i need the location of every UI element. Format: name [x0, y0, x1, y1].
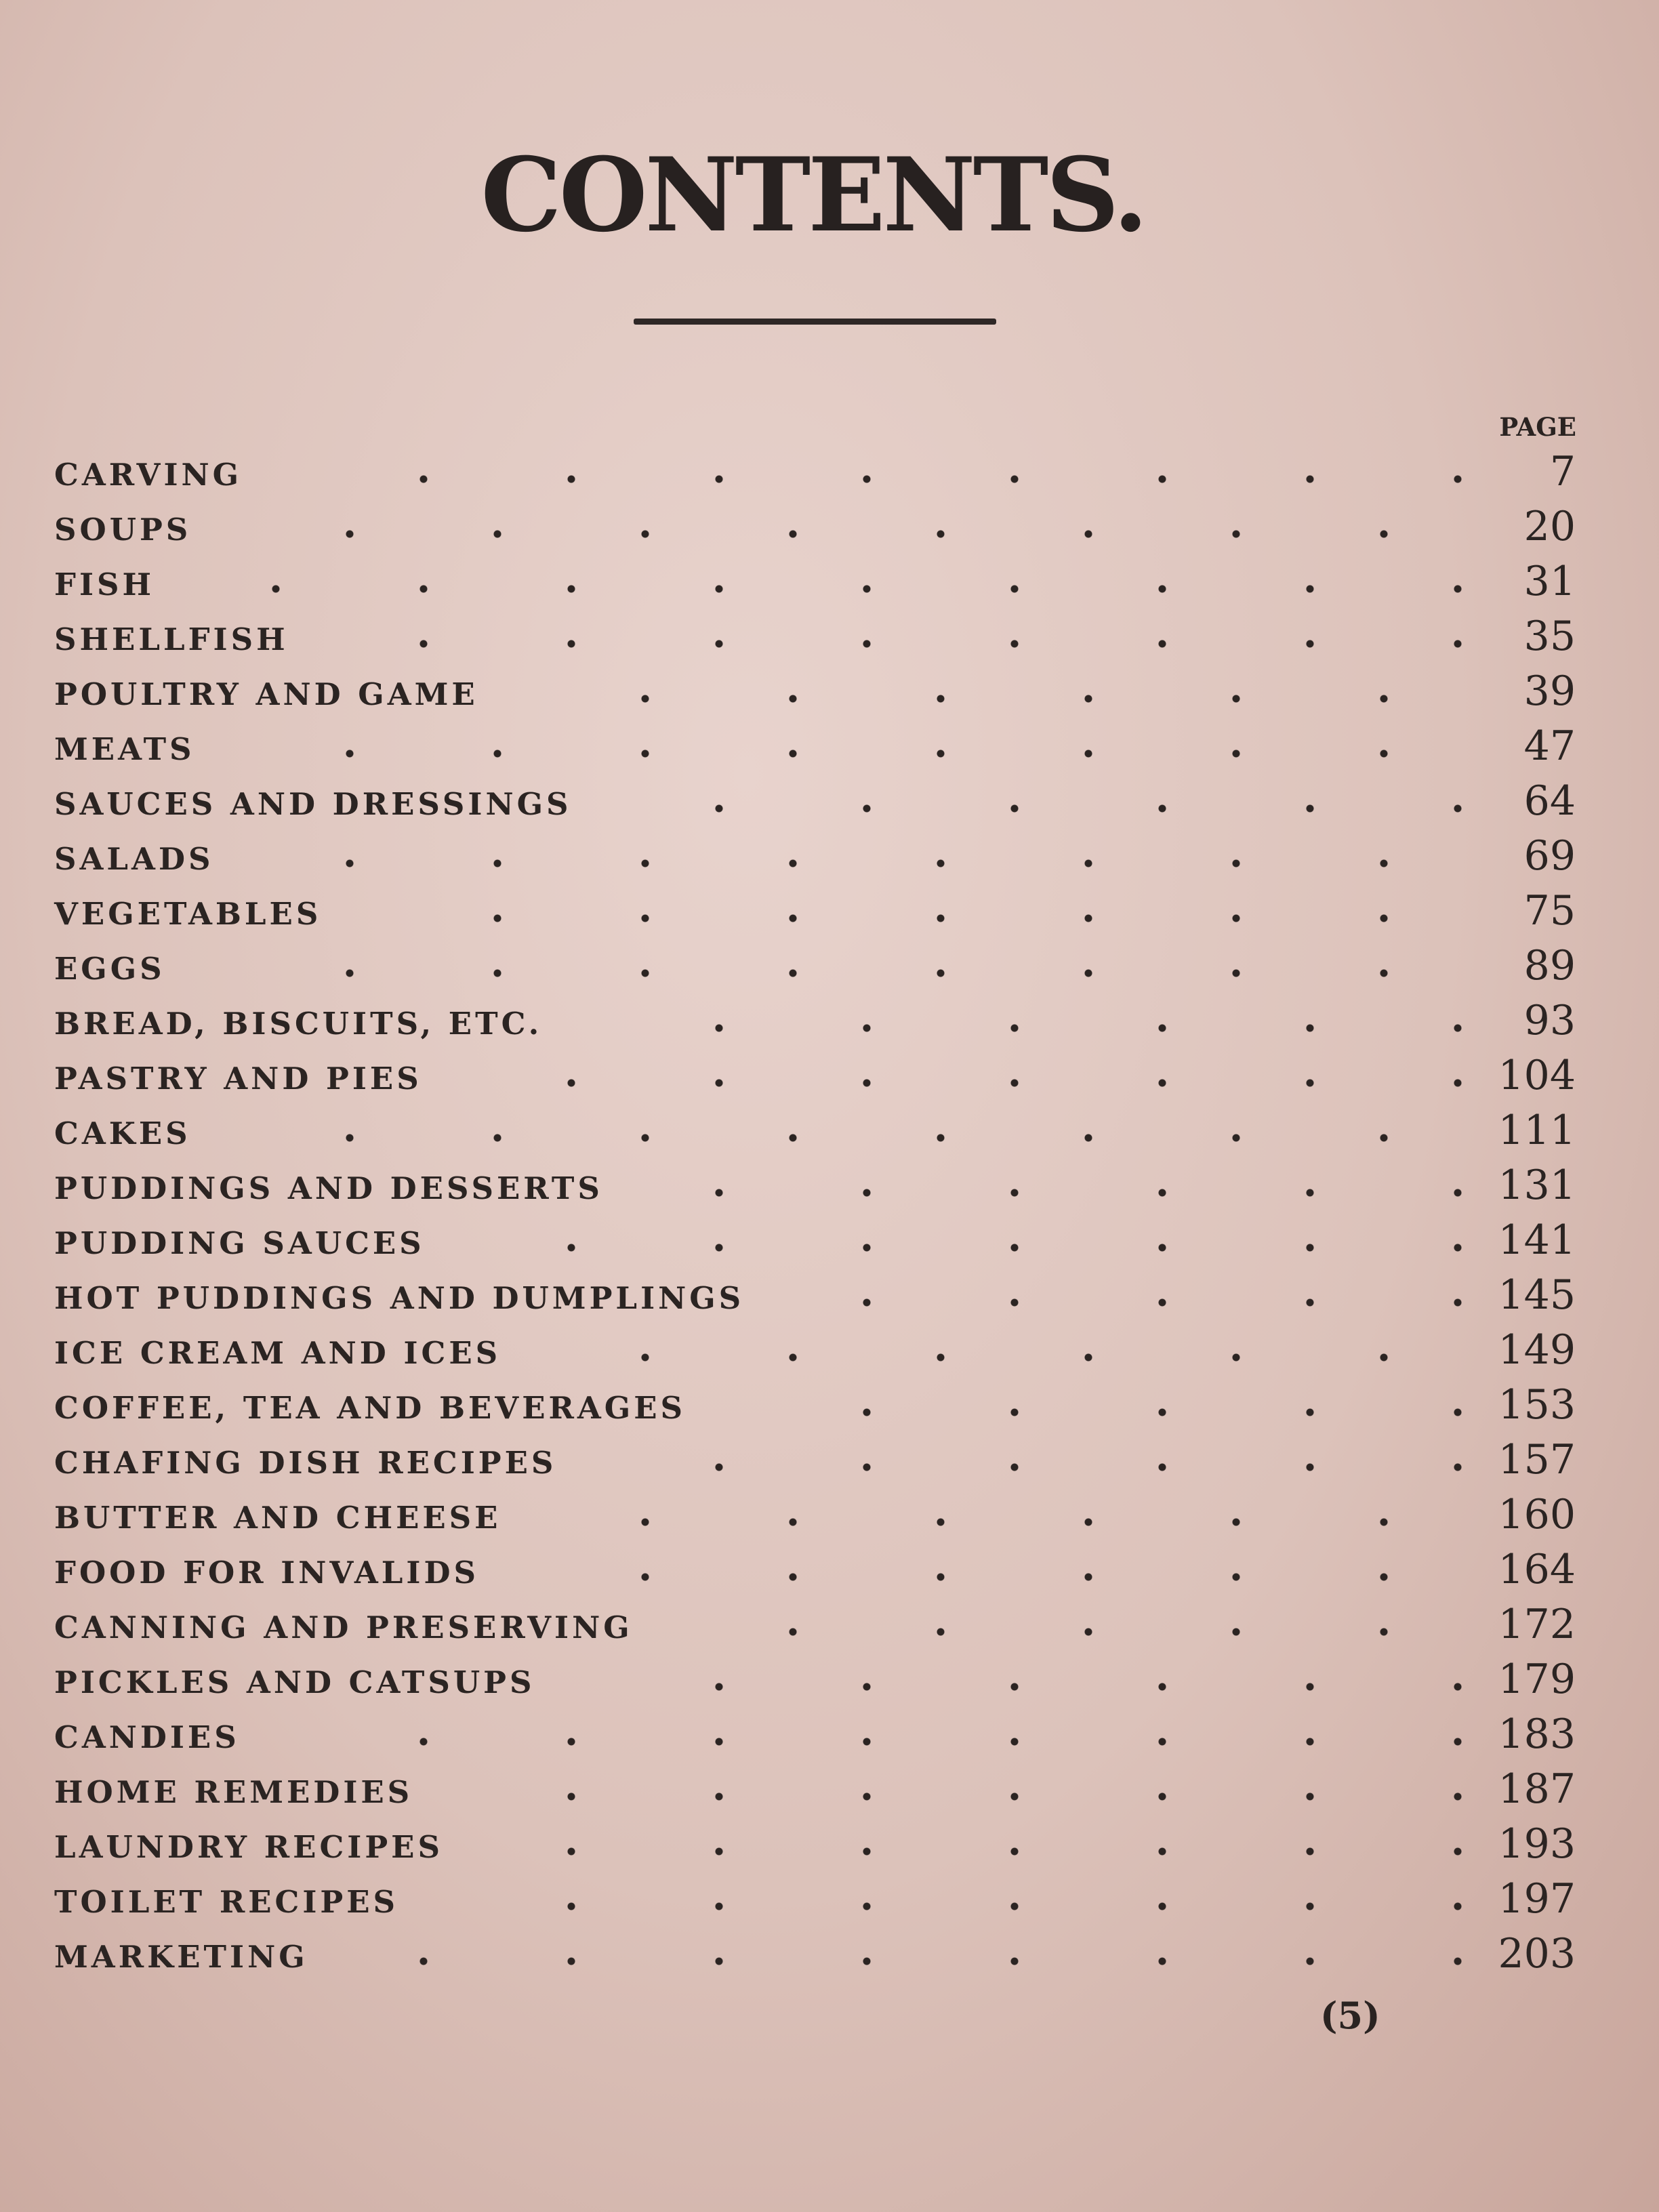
entry-label: HOME REMEDIES	[54, 1774, 413, 1810]
dot-leader	[497, 1244, 1494, 1252]
dot-leader	[350, 475, 1494, 483]
contents-entry	[54, 722, 1576, 777]
page-title: CONTENTS.	[480, 136, 1146, 255]
contents-entry	[54, 1600, 1576, 1655]
entry-page-number: 157	[1498, 1436, 1576, 1483]
dot-leader	[571, 1518, 1494, 1526]
entry-page-number: 131	[1498, 1162, 1576, 1209]
entry-label: SHELLFISH	[54, 621, 289, 657]
dot-leader	[497, 1079, 1494, 1087]
entry-page-number: 39	[1523, 668, 1576, 715]
contents-list	[54, 447, 1576, 1984]
contents-entry	[54, 1820, 1576, 1875]
dot-leader	[276, 859, 1494, 867]
dot-leader	[424, 914, 1494, 922]
dot-leader	[276, 530, 1494, 538]
contents-entry	[54, 1271, 1576, 1326]
entry-label: CARVING	[54, 457, 243, 493]
page-column-header: PAGE	[1499, 412, 1576, 442]
dot-leader	[497, 1793, 1494, 1801]
entry-label: PUDDINGS AND DESSERTS	[54, 1170, 603, 1206]
entry-label: FOOD FOR INVALIDS	[54, 1555, 479, 1591]
contents-entry	[54, 1216, 1576, 1271]
entry-page-number: 20	[1523, 503, 1576, 550]
entry-page-number: 172	[1498, 1601, 1576, 1648]
dot-leader	[350, 1738, 1494, 1746]
entry-page-number: 203	[1498, 1930, 1576, 1978]
entry-label: CAKES	[54, 1115, 191, 1151]
contents-entry	[54, 996, 1576, 1051]
contents-entry	[54, 1765, 1576, 1820]
entry-page-number: 7	[1549, 448, 1576, 495]
dot-leader	[571, 695, 1494, 703]
dot-leader	[202, 585, 1494, 593]
dot-leader	[719, 1628, 1494, 1636]
dot-leader	[793, 1298, 1494, 1307]
entry-label: CHAFING DISH RECIPES	[54, 1445, 557, 1481]
dot-leader	[350, 640, 1494, 648]
dot-leader	[645, 1463, 1494, 1471]
contents-entry	[54, 1106, 1576, 1161]
contents-entry	[54, 1710, 1576, 1765]
entry-label: EGGS	[54, 951, 165, 987]
entry-label: POULTRY AND GAME	[54, 676, 478, 712]
contents-entry	[54, 447, 1576, 502]
contents-entry	[54, 941, 1576, 996]
dot-leader	[497, 1902, 1494, 1910]
entry-label: LAUNDRY RECIPES	[54, 1829, 443, 1865]
entry-label: PICKLES AND CATSUPS	[54, 1664, 535, 1700]
contents-entry	[54, 612, 1576, 667]
entry-page-number: 75	[1523, 887, 1576, 935]
dot-leader	[571, 1573, 1494, 1581]
contents-entry	[54, 1161, 1576, 1216]
dot-leader	[645, 1024, 1494, 1032]
entry-page-number: 187	[1498, 1765, 1576, 1813]
entry-label: ICE CREAM AND ICES	[54, 1335, 501, 1371]
entry-label: FISH	[54, 567, 155, 602]
entry-page-number: 149	[1498, 1326, 1576, 1374]
entry-label: CANDIES	[54, 1719, 240, 1755]
contents-entry	[54, 832, 1576, 886]
contents-entry	[54, 1051, 1576, 1106]
entry-page-number: 35	[1523, 613, 1576, 660]
entry-label: HOT PUDDINGS AND DUMPLINGS	[54, 1280, 745, 1316]
entry-page-number: 160	[1498, 1491, 1576, 1538]
entry-page-number: 89	[1523, 942, 1576, 989]
contents-entry	[54, 1326, 1576, 1380]
entry-label: CANNING AND PRESERVING	[54, 1610, 633, 1645]
entry-page-number: 197	[1498, 1875, 1576, 1923]
contents-entry	[54, 1490, 1576, 1545]
contents-entry	[54, 557, 1576, 612]
dot-leader	[497, 1847, 1494, 1856]
page-number: (5)	[1320, 1994, 1380, 2037]
dot-leader	[571, 1353, 1494, 1361]
dot-leader	[793, 1408, 1494, 1416]
entry-label: PUDDING SAUCES	[54, 1225, 425, 1261]
entry-page-number: 193	[1498, 1820, 1576, 1868]
entry-page-number: 179	[1498, 1656, 1576, 1703]
contents-entry	[54, 1545, 1576, 1600]
entry-page-number: 64	[1523, 777, 1576, 825]
entry-label: TOILET RECIPES	[54, 1884, 399, 1920]
contents-entry	[54, 886, 1576, 941]
contents-entry	[54, 667, 1576, 722]
contents-entry	[54, 1655, 1576, 1710]
entry-page-number: 104	[1498, 1052, 1576, 1099]
entry-label: SOUPS	[54, 512, 192, 548]
contents-entry	[54, 1435, 1576, 1490]
contents-entry	[54, 1380, 1576, 1435]
entry-label: SAUCES AND DRESSINGS	[54, 786, 572, 822]
entry-page-number: 153	[1498, 1381, 1576, 1429]
dot-leader	[276, 969, 1494, 977]
title-rule	[634, 319, 996, 325]
entry-label: PASTRY AND PIES	[54, 1061, 422, 1097]
contents-entry	[54, 777, 1576, 832]
entry-label: BREAD, BISCUITS, ETC.	[54, 1006, 543, 1042]
entry-page-number: 141	[1498, 1216, 1576, 1264]
entry-page-number: 93	[1523, 997, 1576, 1044]
entry-page-number: 31	[1523, 558, 1576, 605]
dot-leader	[350, 1957, 1494, 1965]
entry-page-number: 69	[1523, 832, 1576, 880]
entry-label: COFFEE, TEA AND BEVERAGES	[54, 1390, 687, 1426]
dot-leader	[276, 1134, 1494, 1142]
contents-entry	[54, 1929, 1576, 1984]
entry-label: MARKETING	[54, 1939, 308, 1975]
entry-page-number: 47	[1523, 722, 1576, 770]
entry-label: BUTTER AND CHEESE	[54, 1500, 501, 1536]
entry-page-number: 164	[1498, 1546, 1576, 1593]
contents-entry	[54, 1875, 1576, 1929]
dot-leader	[276, 750, 1494, 758]
contents-entry	[54, 502, 1576, 557]
dot-leader	[645, 804, 1494, 813]
entry-label: MEATS	[54, 731, 195, 767]
entry-label: SALADS	[54, 841, 214, 877]
dot-leader	[645, 1683, 1494, 1691]
dot-leader	[645, 1189, 1494, 1197]
entry-page-number: 145	[1498, 1271, 1576, 1319]
entry-page-number: 111	[1498, 1107, 1576, 1154]
entry-label: VEGETABLES	[54, 896, 322, 932]
entry-page-number: 183	[1498, 1711, 1576, 1758]
